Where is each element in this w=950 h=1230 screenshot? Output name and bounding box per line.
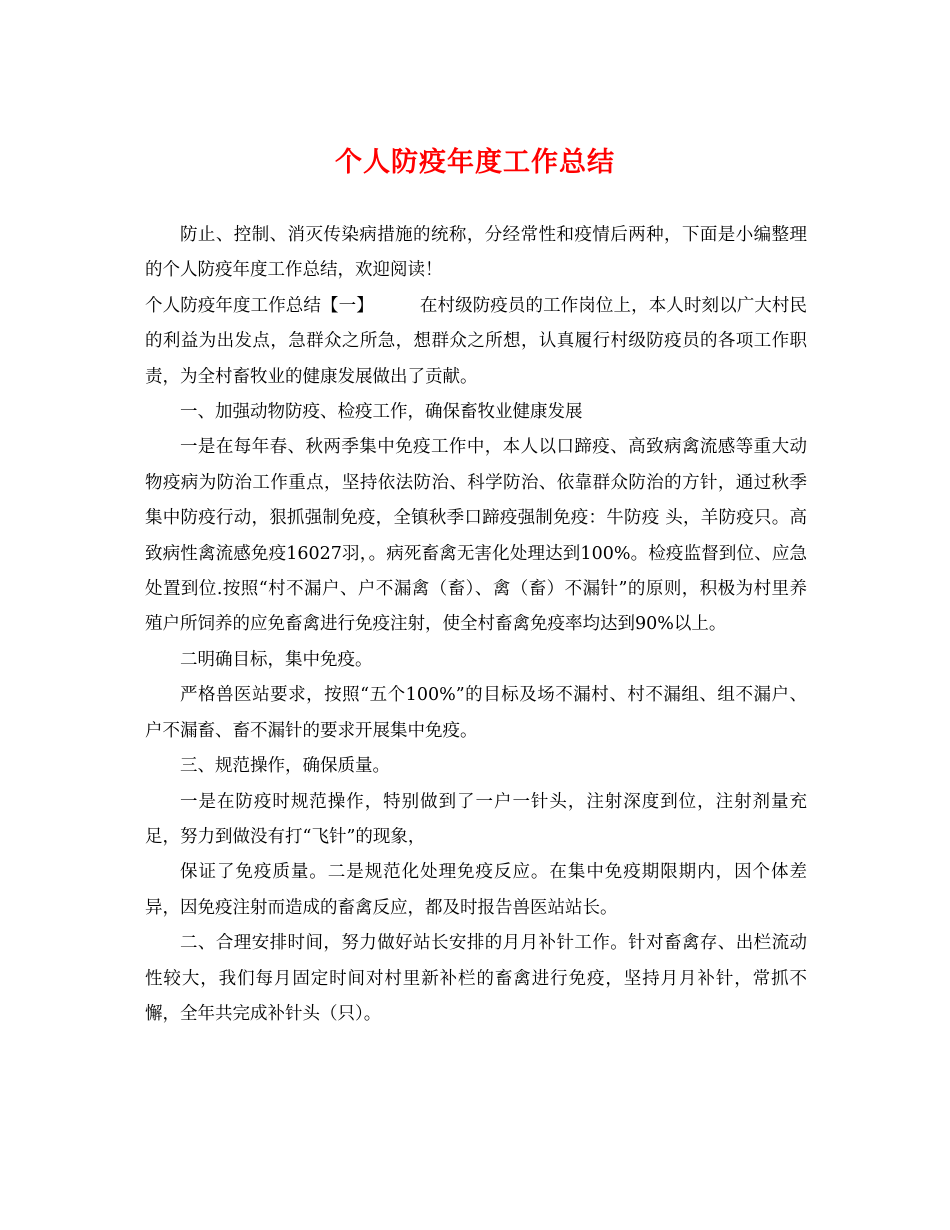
document-body xyxy=(145,218,807,1032)
section-heading: 个人防疫年度工作总结【一】 xyxy=(145,295,374,316)
paragraph-monthly-booster: 二、合理安排时间，努力做好站长安排的月月补针工作。针对畜禽存、出栏流动性较大，我们每月固定时间对村里新补栏的畜禽进行免疫，坚持月月补针，常抓不懈，全年共完成补针头（只）。 xyxy=(145,933,807,1024)
heading-clear-goals: 二明确目标，集中免疫。 xyxy=(180,649,373,670)
paragraph-strict-requirements: 严格兽医站要求，按照“五个100%”的目标及场不漏村、村不漏组、组不漏户、户不漏畜、畜不漏针的要求开展集中免疫。 xyxy=(145,685,807,741)
heading-standard-operation: 三、规范操作，确保质量。 xyxy=(180,756,390,777)
section-first-text: 在村级防疫员的工作岗位上，本人时刻以广大村民的利益为出发点，急群众之所急，想群众之所想，认真履行村级防疫员的各项工作职责，为全村畜牧业的健康发展做出了贡献。 xyxy=(145,295,808,387)
paragraph-standard-operation: 一是在防疫时规范操作，特别做到了一户一针头，注射深度到位，注射剂量充足，努力到做没有打“飞针”的现象， xyxy=(145,791,807,847)
heading-strengthen-epidemic-prevention: 一、加强动物防疫、检疫工作，确保畜牧业健康发展 xyxy=(180,402,583,423)
paragraph-quality-assurance: 保证了免疫质量。二是规范化处理免疫反应。在集中免疫期限期内，因个体差异，因免疫注射而造成的畜禽反应，都及时报告兽医站站长。 xyxy=(145,862,807,918)
document-title: 个人防疫年度工作总结 xyxy=(335,147,615,178)
intro-paragraph: 防止、控制、消灭传染病措施的统称，分经常性和疫情后两种，下面是小编整理的个人防疫年度工作总结，欢迎阅读！ xyxy=(145,225,807,281)
paragraph-spring-autumn-immunization: 一是在每年春、秋两季集中免疫工作中，本人以口蹄疫、高致病禽流感等重大动物疫病为防治工作重点，坚持依法防治、科学防治、依靠群众防治的方针，通过秋季集中防疫行动，狠抓强制免疫，全镇秋季口蹄疫强制免疫：牛防疫 头，羊防疫只。高致病性禽流感免疫16027羽，。病死畜禽无害化处理达到100%。检疫监督到位、应急处置到位.按照“村不漏户、户不漏禽（畜）、禽（畜）不漏针”的原则，积极为村里养殖户所饲养的应免畜禽进行免疫注射，使全村畜禽免疫率均达到90%以上。 xyxy=(145,437,807,635)
section-paragraph xyxy=(145,289,807,395)
